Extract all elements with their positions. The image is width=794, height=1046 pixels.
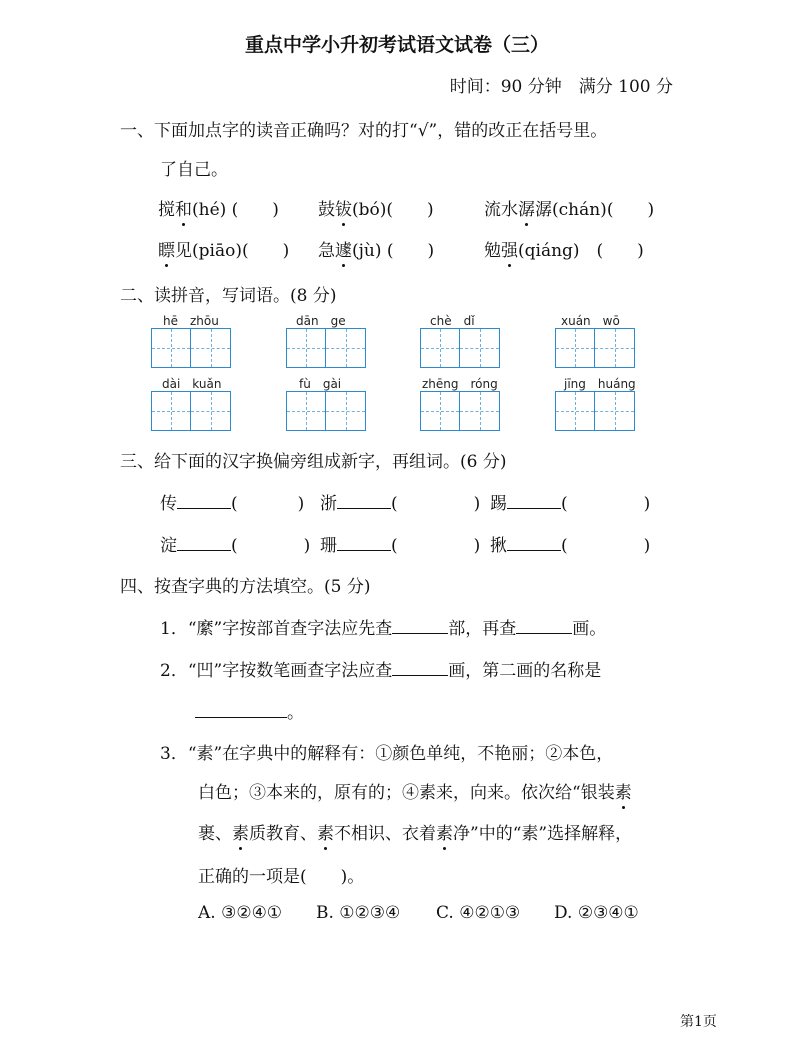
writing-grid-3[interactable] <box>420 328 500 368</box>
pinyin-1: hē zhōu <box>163 314 219 328</box>
pinyin-3: chè dǐ <box>430 314 475 328</box>
q4-sub-2-cont: 。 <box>195 698 304 723</box>
q1-item-1: 搅和(hé) ( ) <box>158 195 279 220</box>
q4-sub-1: 1．“縻”字按部首查字法应先查 部，再查 画。 <box>160 619 607 639</box>
q1-item-4: 瞟见(piāo)( ) <box>158 236 289 261</box>
fill-blank[interactable] <box>177 536 231 551</box>
q3-item-3: 踢 ( ) <box>490 494 651 514</box>
writing-grid-7[interactable] <box>420 391 500 431</box>
option-c[interactable]: C. ④②①③ <box>436 903 521 923</box>
fill-blank[interactable] <box>507 536 561 551</box>
exam-title: 重点中学小升初考试语文试卷（三） <box>244 34 549 56</box>
q3-item-6: 揪 ( ) <box>490 536 651 556</box>
writing-grid-1[interactable] <box>151 328 231 368</box>
fill-blank[interactable] <box>392 661 448 676</box>
writing-grid-2[interactable] <box>286 328 366 368</box>
option-b[interactable]: B. ①②③④ <box>316 903 401 923</box>
option-a[interactable]: A. ③②④① <box>198 903 283 923</box>
q3-item-4: 淀 ( ) <box>160 536 311 556</box>
q1-instruction: 一、下面加点字的读音正确吗？对的打“√”，错的改正在括号里。 <box>120 121 608 141</box>
q3-item-1: 传 ( ) <box>160 494 305 514</box>
q4-sub-3-line-2: 白色；③本来的，原有的；④素来，向来。依次给“银装素 <box>198 778 632 803</box>
page-number: 第1页 <box>680 1014 717 1030</box>
pinyin-8: jīng huáng <box>564 377 636 391</box>
q4-sub-3-line-3: 裹、素质教育、素不相识、衣着素净”中的“素”选择解释， <box>198 819 632 844</box>
q1-instruction-cont: 了自己。 <box>160 160 228 180</box>
q2-instruction: 二、读拼音，写词语。(8 分) <box>120 286 337 306</box>
q1-item-5: 急遽(jù) ( ) <box>318 236 434 261</box>
q4-sub-3-line-1: 3．“素”在字典中的解释有：①颜色单纯，不艳丽；②本色， <box>160 744 614 764</box>
q1-item-6: 勉强(qiáng) ( ) <box>484 236 644 261</box>
fill-blank[interactable] <box>177 494 231 509</box>
option-d[interactable]: D. ②③④① <box>554 903 639 923</box>
q1-item-2: 鼓钹(bó)( ) <box>318 195 434 220</box>
fill-blank[interactable] <box>507 494 561 509</box>
pinyin-6: fù gài <box>299 377 342 391</box>
q4-sub-2: 2．“凹”字按数笔画查字法应查 画，第二画的名称是 <box>160 661 602 681</box>
writing-grid-4[interactable] <box>555 328 635 368</box>
fill-blank[interactable] <box>516 619 572 634</box>
fill-blank[interactable] <box>337 536 391 551</box>
pinyin-5: dài kuǎn <box>162 377 222 391</box>
pinyin-2: dān ge <box>296 314 346 328</box>
q1-item-3: 流水潺潺(chán)( ) <box>484 195 654 220</box>
pinyin-7: zhēng róng <box>422 377 498 391</box>
q3-instruction: 三、给下面的汉字换偏旁组成新字，再组词。(6 分) <box>120 452 507 472</box>
fill-blank[interactable] <box>195 703 287 718</box>
q4-instruction: 四、按查字典的方法填空。(5 分) <box>120 577 371 597</box>
writing-grid-5[interactable] <box>151 391 231 431</box>
q3-item-2: 浙 ( ) <box>320 494 481 514</box>
writing-grid-6[interactable] <box>286 391 366 431</box>
pinyin-4: xuán wō <box>561 314 620 328</box>
fill-blank[interactable] <box>337 494 391 509</box>
q3-item-5: 珊 ( ) <box>320 536 481 556</box>
exam-meta: 时间：90 分钟 满分 100 分 <box>449 77 673 97</box>
q4-sub-3-line-4: 正确的一项是( )。 <box>198 867 365 887</box>
fill-blank[interactable] <box>392 619 448 634</box>
writing-grid-8[interactable] <box>555 391 635 431</box>
